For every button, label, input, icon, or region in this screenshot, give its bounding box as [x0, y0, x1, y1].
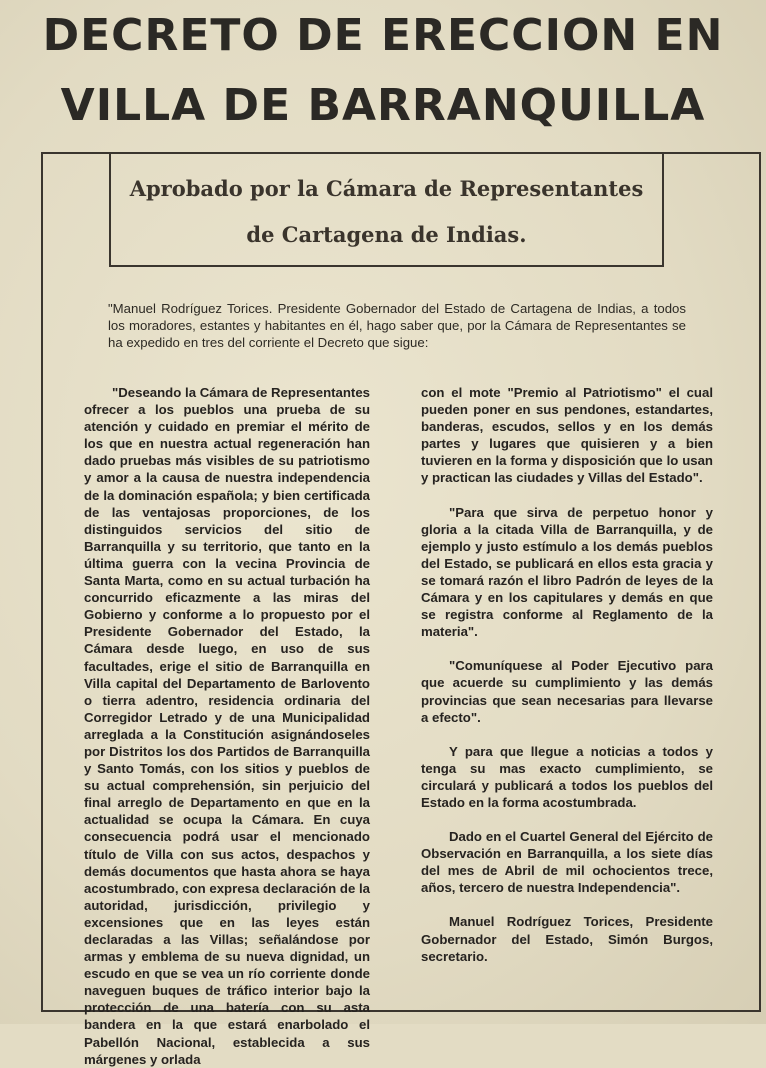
intro-paragraph: "Manuel Rodríguez Torices. Presidente Gobernador del Estado de Cartagena de Indias, a todos los moradores, estantes y habitantes en él, hago saber que, por la Cámara de Representantes se ha expedido en tres del corriente el Decreto que sigue: [108, 301, 686, 350]
headline-line-1: DECRETO DE ERECCION EN [42, 10, 724, 61]
right-paragraph-1: con el mote "Premio al Patriotismo" el cual pueden poner en sus pendones, estandartes, banderas, escudos, sellos y en los demás partes y lugares que quisieren y a bien tuvieren en la forma y disposición que lo usan y practican las ciudades y Villas del Estado". [421, 385, 713, 486]
right-column [421, 384, 713, 982]
left-column [84, 384, 370, 1068]
subtitle-box [109, 152, 664, 267]
subtitle-line-2: de Cartagena de Indias. [246, 222, 527, 247]
frame-top-left-rule [41, 152, 109, 154]
right-paragraph-6: Manuel Rodríguez Torices, Presidente Gobernador del Estado, Simón Burgos, secretario. [421, 914, 713, 964]
right-paragraph-2: "Para que sirva de perpetuo honor y gloria a la citada Villa de Barranquilla, y de ejemplo y justo estímulo a los demás pueblos del Estado, se publicará en ellos esta gracia y se tomará razón el libro Padrón de leyes de la Cámara y en los capitulares y demás en que se registra conforme al Reglamento de la materia". [421, 504, 713, 640]
right-paragraph-4: Y para que llegue a noticias a todos y tenga su mas exacto cumplimiento, se circulará y publicará a todos los pueblos del Estado en la forma acostumbrada. [421, 743, 713, 810]
right-paragraph-5: Dado en el Cuartel General del Ejército de Observación en Barranquilla, a los siete días del mes de Abril de mil ochocientos trece, años, tercero de nuestra Independencia". [421, 829, 713, 896]
subtitle-line-1: Aprobado por la Cámara de Representantes [129, 176, 644, 201]
right-paragraph-3: "Comuníquese al Poder Ejecutivo para que acuerde su cumplimiento y las demás provincias que sean necesarias para llevarse a efecto". [421, 658, 713, 725]
left-paragraph-1: "Deseando la Cámara de Representantes ofrecer a los pueblos una prueba de su atención y cuidado en premiar el mérito de los que en nuestra actual regeneración han dado pruebas más visibles de su patriotismo y amor a la causa de nuestra independencia de la dominación española; y bien certificada de las ventajosas proporciones, de los distinguidos servicios del sitio de Barranquilla y su territorio, que tanto en la última guerra con la vecina Provincia de Santa Marta, como en su actual turbación ha concurrido eficazmente a las miras del Gobierno y conforme a lo propuesto por el Presidente Gobernador del Estado, la Cámara desde luego, en uso de sus facultades, erige el sitio de Barranquilla en Villa capital del Departamento de Barlovento o tierra adentro, residencia ordinaria del Corregidor Letrado y de una Municipalidad arreglada a la Constitución asignándoseles por Distritos los dos Partidos de Barranquilla y Santo Tomás, con los sitios y pueblos de su actual comprehensión, sin perjuicio del final arreglo de Departamento en que en la actualidad se ocupa la Cámara. En cuya consecuencia podrá usar el mencionado título de Villa con sus actos, despachos y demás documentos que hasta ahora se haya acostumbrado, con expresa declaración de la autoridad, jurisdicción, privilegio y excensiones que en las leyes están declaradas a las Villas; señalándose por armas y emblema de su nueva dignidad, un escudo en que se vea un río corriente donde naveguen buques de tráfico interior bajo la protección de una batería con su asta bandera en la que estará enarbolado el Pabellón Nacional, establecida a sus márgenes y orlada [84, 385, 370, 1067]
frame-top-right-rule [664, 152, 759, 154]
headline-line-2: VILLA DE BARRANQUILLA [60, 80, 706, 131]
